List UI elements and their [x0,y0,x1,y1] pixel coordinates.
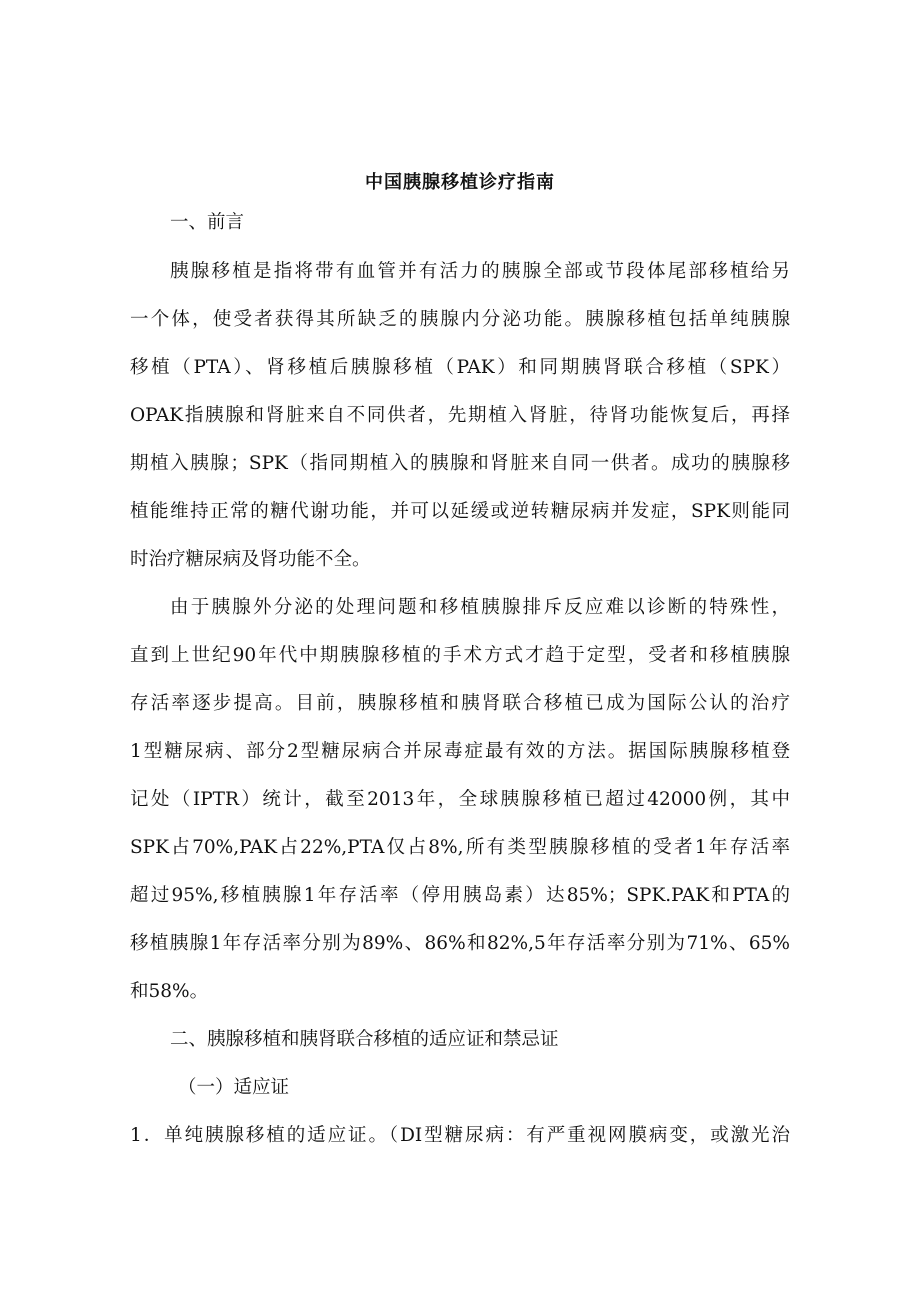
section-heading-indications: 二、胰腺移植和胰肾联合移植的适应证和禁忌证 [170,1029,559,1050]
paragraph-line: 超过95%,移植胰腺1年存活率（停用胰岛素）达85%；SPK.PAK和PTA的 [130,885,790,906]
paragraph-line: 移植（PTA）、肾移植后胰腺移植（PAK）和同期胰肾联合移植（SPK） [130,357,790,378]
paragraph-line: 记处（IPTR）统计，截至2013年，全球胰腺移植已超过42000例，其中 [130,789,790,810]
paragraph-line: 植能维持正常的糖代谢功能，并可以延缓或逆转糖尿病并发症，SPK则能同 [130,501,790,522]
paragraph-line: 移植胰腺1年存活率分别为89%、86%和82%,5年存活率分别为71%、65% [130,933,790,954]
section-heading-preface: 一、前言 [170,212,245,233]
document-title: 中国胰腺移植诊疗指南 [365,172,555,193]
paragraph-line: 时治疗糖尿病及肾功能不全。 [130,549,371,570]
paragraph-line: 一个体，使受者获得其所缺乏的胰腺内分泌功能。胰腺移植包括单纯胰腺 [130,309,790,330]
subsection-heading: （一）适应证 [178,1077,290,1098]
paragraph-line: 期植入胰腺；SPK（指同期植入的胰腺和肾脏来自同一供者。成功的胰腺移 [130,453,790,474]
paragraph-line: 存活率逐步提高。目前，胰腺移植和胰肾联合移植已成为国际公认的治疗 [130,693,790,714]
paragraph-line: OPAK指胰腺和肾脏来自不同供者，先期植入肾脏，待肾功能恢复后，再择 [130,405,790,426]
list-item: 1．单纯胰腺移植的适应证。（DI型糖尿病：有严重视网膜病变，或激光治 [130,1125,790,1146]
paragraph-line: 和58%。 [130,981,209,1002]
paragraph-line: 直到上世纪90年代中期胰腺移植的手术方式才趋于定型，受者和移植胰腺 [130,645,790,666]
paragraph-line: 1型糖尿病、部分2型糖尿病合并尿毒症最有效的方法。据国际胰腺移植登 [130,741,790,762]
paragraph-line: SPK占70%,PAK占22%,PTA仅占8%,所有类型胰腺移植的受者1年存活率 [130,837,790,858]
paragraph-line: 由于胰腺外分泌的处理问题和移植胰腺排斥反应难以诊断的特殊性， [170,597,790,618]
paragraph-line: 胰腺移植是指将带有血管并有活力的胰腺全部或节段体尾部移植给另 [170,261,790,282]
